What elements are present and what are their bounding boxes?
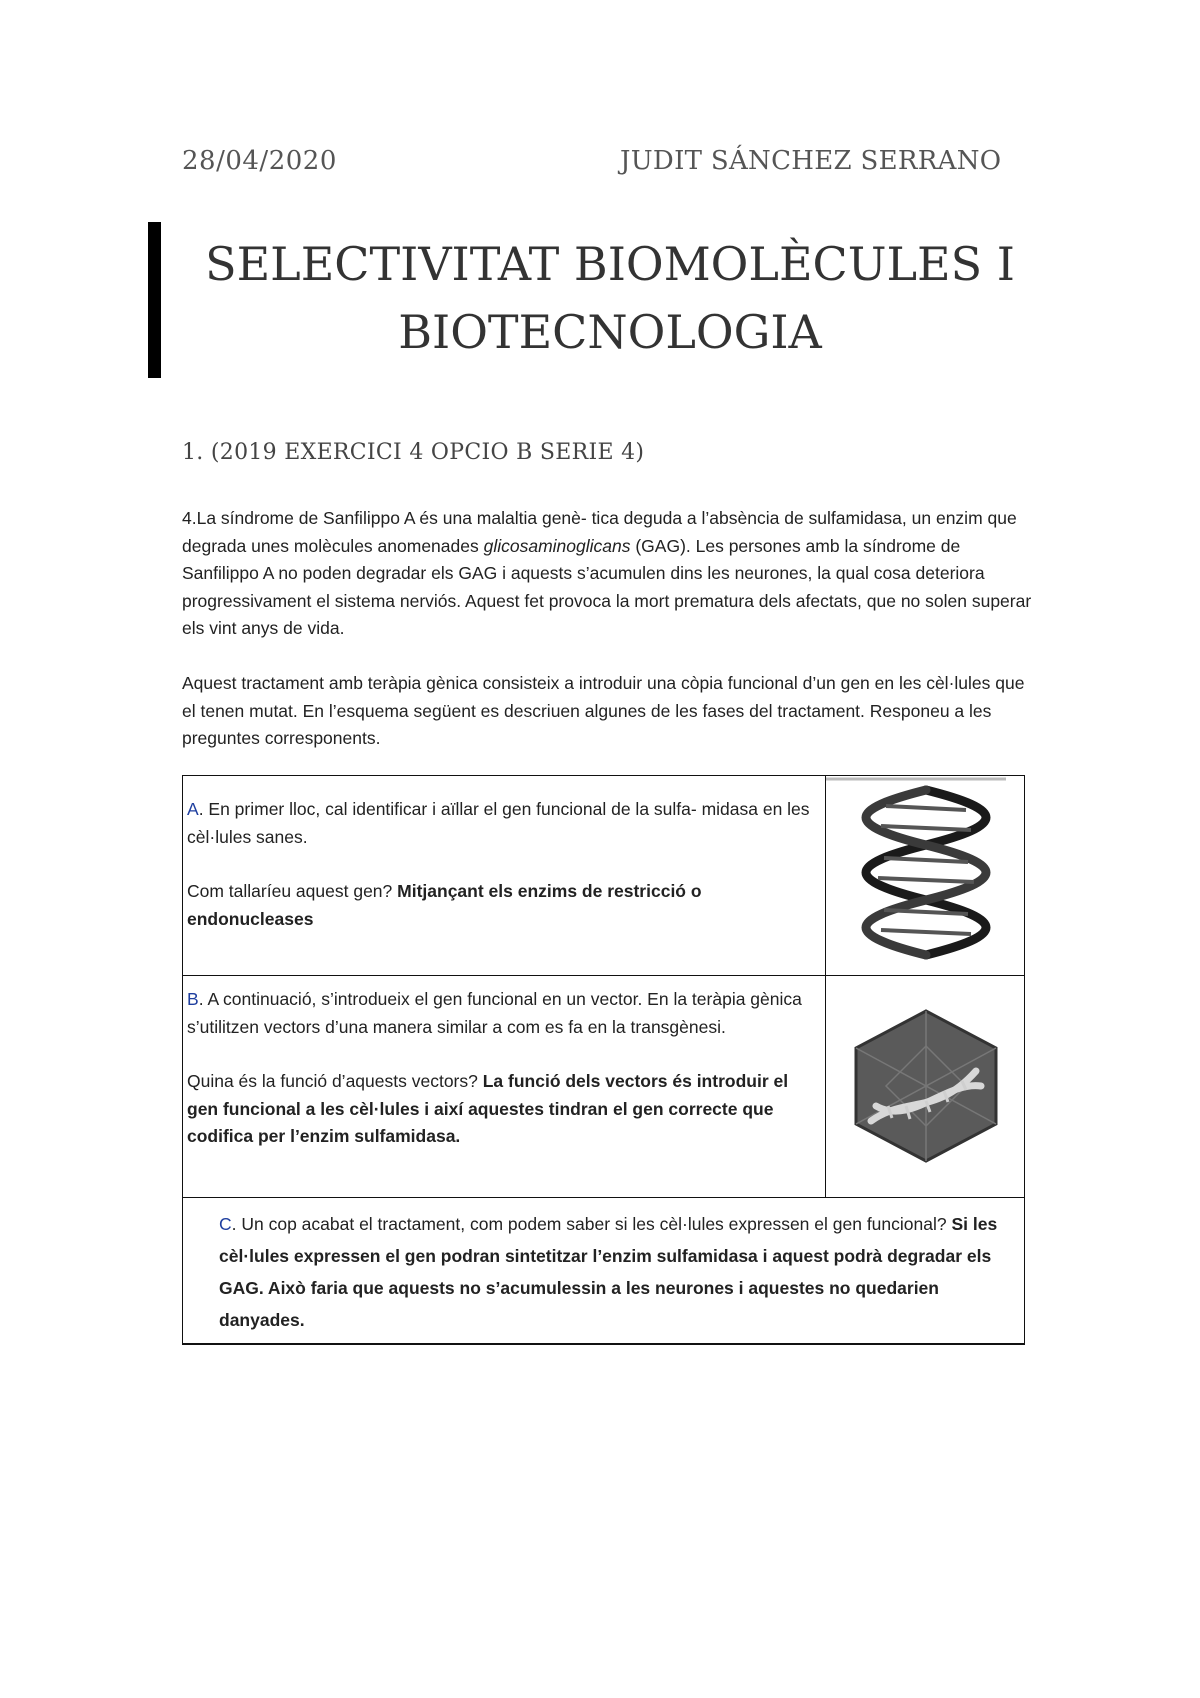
row-a-answer: Mitjançant els enzims de restricció o endonucleases xyxy=(187,881,702,929)
row-c-answer: Si les cèl·lules expressen el gen podran sintetitzar l’enzim sulfamidasa i aquest podrà degradar els GAG. Això faria que aquests no s’acumulessin a les neurones i aquestes no quedarien danyades. xyxy=(219,1214,998,1330)
title-line-2: BIOTECNOLOGIA xyxy=(398,305,822,359)
header-date: 28/04/2020 xyxy=(182,146,337,176)
intro-italic-term: glicosaminoglicans xyxy=(483,535,631,556)
row-c-question: . Un cop acabat el tractament, com podem saber si les cèl·lules expressen el gen funcional? xyxy=(231,1214,952,1234)
row-b-answer: La funció dels vectors és introduir el gen funcional a les cèl·lules i així aquestes tindran el gen correcte que codifica per l’enzim sulfamidasa. xyxy=(187,1071,789,1146)
row-c-text xyxy=(219,1208,999,1336)
treatment-table xyxy=(182,775,1025,1345)
row-b-question: Quina és la funció d’aquests vectors? xyxy=(187,1071,483,1091)
dna-helix-icon xyxy=(826,776,1025,974)
row-c-label: C xyxy=(219,1214,232,1234)
row-a-statement: . En primer lloc, cal identificar i aïllar el gen funcional de la sulfa- midasa en les cèl·lules sanes. xyxy=(187,799,810,847)
title-accent-bar xyxy=(148,222,161,378)
viral-vector-icon xyxy=(826,976,1025,1196)
table-row-c xyxy=(183,1198,1024,1344)
row-a-label: A xyxy=(187,799,199,819)
intro-text-a: 4.La síndrome de Sanfilippo A és una malaltia genè- tica deguda a l’absència de sulfamidasa, un enzim que degrada unes molècules anomenades xyxy=(182,508,1017,556)
section-heading: 1. (2019 EXERCICI 4 OPCIO B SERIE 4) xyxy=(182,440,645,465)
row-b-statement: . A continuació, s’introdueix el gen funcional en un vector. En la teràpia gènica s’utilitzen vectors d’una manera similar a com es fa en la transgènesi. xyxy=(187,989,802,1037)
page-title xyxy=(180,230,1040,366)
intro-paragraph-2: Aquest tractament amb teràpia gènica consisteix a introduir una còpia funcional d’un gen en les cèl·lules que el tenen mutat. En l’esquema següent es descriuen algunes de les fases del tractament. Responeu a les preguntes corresponents. xyxy=(182,673,1025,748)
title-line-1: SELECTIVITAT BIOMOLÈCULES I xyxy=(205,237,1015,291)
header-author: JUDIT SÁNCHEZ SERRANO xyxy=(620,146,1002,176)
row-a-text xyxy=(187,796,817,933)
row-b-label: B xyxy=(187,989,199,1009)
row-b-text xyxy=(187,986,817,1151)
intro-paragraph-1 xyxy=(182,505,1032,643)
row-a-image-cell xyxy=(825,776,1026,975)
intro-text-b: (GAG). Les persones amb la síndrome de Sanfilippo A no poden degradar els GAG i aquests s’acumulen dins les neurones, la qual cosa deteriora progressivament el sistema nerviós. Aquest fet provoca la mort prematura dels afectats, que no solen superar els vint anys de vida. xyxy=(182,535,1032,638)
row-a-question: Com tallaríeu aquest gen? xyxy=(187,881,398,901)
table-row-a xyxy=(183,776,1024,976)
table-row-b xyxy=(183,976,1024,1198)
row-b-image-cell xyxy=(825,976,1026,1197)
